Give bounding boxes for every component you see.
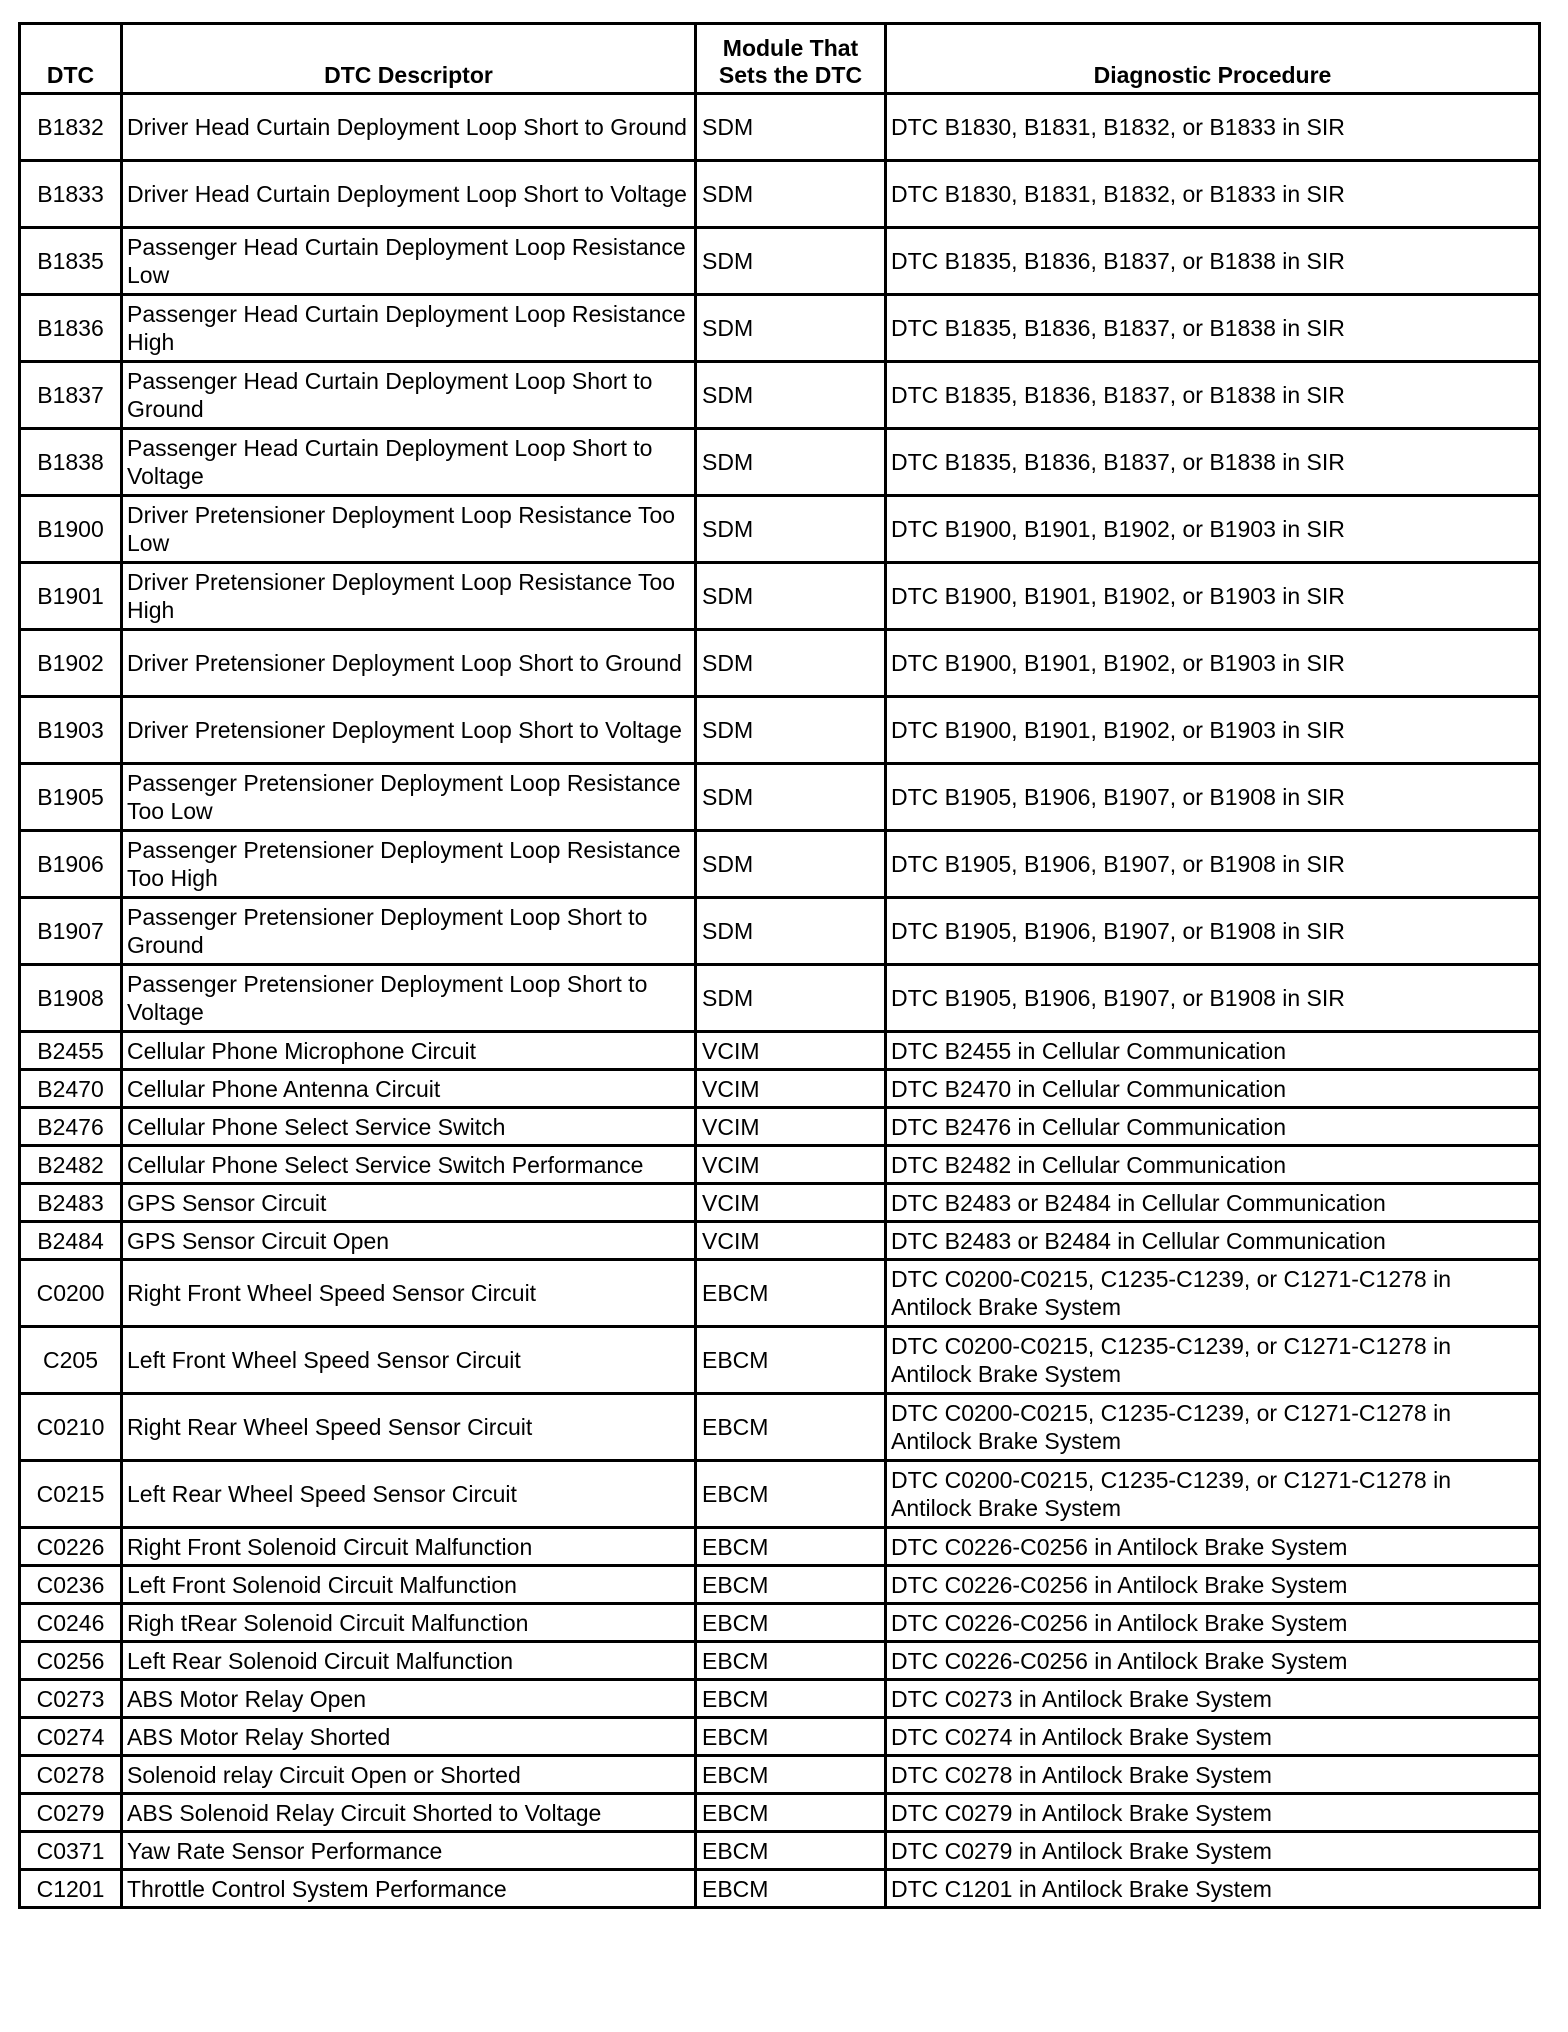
cell-procedure: DTC B2483 or B2484 in Cellular Communication (886, 1222, 1540, 1260)
cell-descriptor: Cellular Phone Antenna Circuit (122, 1070, 696, 1108)
cell-procedure: DTC B1905, B1906, B1907, or B1908 in SIR (886, 965, 1540, 1032)
cell-procedure: DTC C0200-C0215, C1235-C1239, or C1271-C1278 in Antilock Brake System (886, 1260, 1540, 1327)
table-row (20, 161, 1540, 228)
table-body (20, 94, 1540, 1908)
cell-descriptor: Solenoid relay Circuit Open or Shorted (122, 1756, 696, 1794)
cell-procedure: DTC C0226-C0256 in Antilock Brake System (886, 1642, 1540, 1680)
cell-module: SDM (696, 898, 886, 965)
cell-descriptor: Passenger Head Curtain Deployment Loop Resistance Low (122, 228, 696, 295)
cell-descriptor: Driver Pretensioner Deployment Loop Resistance Too High (122, 563, 696, 630)
cell-descriptor: Right Front Solenoid Circuit Malfunction (122, 1528, 696, 1566)
cell-dtc: B1838 (20, 429, 122, 496)
table-row (20, 1070, 1540, 1108)
table-row (20, 1222, 1540, 1260)
table-row (20, 1642, 1540, 1680)
cell-dtc: B1908 (20, 965, 122, 1032)
cell-dtc: C0279 (20, 1794, 122, 1832)
cell-dtc: B1903 (20, 697, 122, 764)
cell-procedure: DTC B1900, B1901, B1902, or B1903 in SIR (886, 563, 1540, 630)
cell-dtc: C205 (20, 1327, 122, 1394)
cell-procedure: DTC C0226-C0256 in Antilock Brake System (886, 1528, 1540, 1566)
cell-descriptor: Cellular Phone Select Service Switch (122, 1108, 696, 1146)
cell-descriptor: Yaw Rate Sensor Performance (122, 1832, 696, 1870)
cell-module: EBCM (696, 1394, 886, 1461)
cell-procedure: DTC B2483 or B2484 in Cellular Communication (886, 1184, 1540, 1222)
cell-dtc: C1201 (20, 1870, 122, 1908)
cell-dtc: B1837 (20, 362, 122, 429)
cell-descriptor: Passenger Head Curtain Deployment Loop Resistance High (122, 295, 696, 362)
cell-procedure: DTC B2476 in Cellular Communication (886, 1108, 1540, 1146)
cell-module: SDM (696, 228, 886, 295)
cell-module: VCIM (696, 1146, 886, 1184)
cell-module: EBCM (696, 1832, 886, 1870)
table-row (20, 228, 1540, 295)
table-row (20, 1680, 1540, 1718)
cell-descriptor: Passenger Pretensioner Deployment Loop Resistance Too Low (122, 764, 696, 831)
cell-descriptor: Passenger Pretensioner Deployment Loop Short to Voltage (122, 965, 696, 1032)
table-row (20, 1870, 1540, 1908)
cell-module: EBCM (696, 1260, 886, 1327)
cell-module: SDM (696, 429, 886, 496)
cell-descriptor: Driver Head Curtain Deployment Loop Short to Voltage (122, 161, 696, 228)
table-row (20, 1394, 1540, 1461)
cell-dtc: B1905 (20, 764, 122, 831)
table-row (20, 496, 1540, 563)
header-module-line1: Module That (722, 35, 859, 61)
cell-procedure: DTC B1830, B1831, B1832, or B1833 in SIR (886, 94, 1540, 161)
cell-module: SDM (696, 630, 886, 697)
table-row (20, 1794, 1540, 1832)
cell-descriptor: Left Front Solenoid Circuit Malfunction (122, 1566, 696, 1604)
table-row (20, 1756, 1540, 1794)
cell-module: VCIM (696, 1108, 886, 1146)
table-row (20, 1327, 1540, 1394)
table-row (20, 1566, 1540, 1604)
dtc-document (18, 22, 1538, 1909)
cell-procedure: DTC B1835, B1836, B1837, or B1838 in SIR (886, 362, 1540, 429)
cell-descriptor: GPS Sensor Circuit (122, 1184, 696, 1222)
cell-module: EBCM (696, 1794, 886, 1832)
cell-procedure: DTC B1900, B1901, B1902, or B1903 in SIR (886, 630, 1540, 697)
cell-dtc: B2484 (20, 1222, 122, 1260)
dtc-table (18, 22, 1541, 1909)
cell-procedure: DTC B1835, B1836, B1837, or B1838 in SIR (886, 228, 1540, 295)
table-row (20, 1718, 1540, 1756)
cell-descriptor: Left Rear Wheel Speed Sensor Circuit (122, 1461, 696, 1528)
cell-module: SDM (696, 697, 886, 764)
cell-dtc: B2476 (20, 1108, 122, 1146)
cell-descriptor: GPS Sensor Circuit Open (122, 1222, 696, 1260)
cell-dtc: C0278 (20, 1756, 122, 1794)
cell-dtc: B1832 (20, 94, 122, 161)
cell-dtc: C0200 (20, 1260, 122, 1327)
cell-dtc: B1833 (20, 161, 122, 228)
cell-module: SDM (696, 965, 886, 1032)
table-row (20, 563, 1540, 630)
cell-dtc: C0273 (20, 1680, 122, 1718)
table-row (20, 1146, 1540, 1184)
cell-descriptor: Passenger Head Curtain Deployment Loop Short to Voltage (122, 429, 696, 496)
cell-descriptor: ABS Motor Relay Shorted (122, 1718, 696, 1756)
cell-module: EBCM (696, 1718, 886, 1756)
cell-procedure: DTC C0273 in Antilock Brake System (886, 1680, 1540, 1718)
table-row (20, 764, 1540, 831)
cell-procedure: DTC C0200-C0215, C1235-C1239, or C1271-C1278 in Antilock Brake System (886, 1327, 1540, 1394)
cell-dtc: B2483 (20, 1184, 122, 1222)
cell-procedure: DTC C0226-C0256 in Antilock Brake System (886, 1604, 1540, 1642)
cell-module: VCIM (696, 1222, 886, 1260)
cell-procedure: DTC C0200-C0215, C1235-C1239, or C1271-C1278 in Antilock Brake System (886, 1461, 1540, 1528)
table-row (20, 1032, 1540, 1070)
cell-procedure: DTC B2455 in Cellular Communication (886, 1032, 1540, 1070)
cell-module: SDM (696, 362, 886, 429)
table-row (20, 831, 1540, 898)
cell-module: VCIM (696, 1070, 886, 1108)
table-row (20, 1604, 1540, 1642)
cell-descriptor: Throttle Control System Performance (122, 1870, 696, 1908)
cell-descriptor: Cellular Phone Select Service Switch Performance (122, 1146, 696, 1184)
table-header-row (20, 24, 1540, 94)
cell-module: SDM (696, 295, 886, 362)
cell-procedure: DTC B1900, B1901, B1902, or B1903 in SIR (886, 697, 1540, 764)
cell-descriptor: Left Rear Solenoid Circuit Malfunction (122, 1642, 696, 1680)
cell-procedure: DTC B1830, B1831, B1832, or B1833 in SIR (886, 161, 1540, 228)
cell-procedure: DTC B2482 in Cellular Communication (886, 1146, 1540, 1184)
cell-module: VCIM (696, 1032, 886, 1070)
cell-descriptor: Righ tRear Solenoid Circuit Malfunction (122, 1604, 696, 1642)
table-row (20, 94, 1540, 161)
cell-dtc: B1902 (20, 630, 122, 697)
cell-module: SDM (696, 161, 886, 228)
table-row (20, 1528, 1540, 1566)
cell-module: EBCM (696, 1604, 886, 1642)
cell-dtc: B1835 (20, 228, 122, 295)
cell-dtc: C0210 (20, 1394, 122, 1461)
table-row (20, 429, 1540, 496)
cell-dtc: B1907 (20, 898, 122, 965)
cell-dtc: B2455 (20, 1032, 122, 1070)
cell-module: SDM (696, 764, 886, 831)
table-row (20, 362, 1540, 429)
header-dtc: DTC (20, 24, 122, 94)
table-row (20, 898, 1540, 965)
cell-procedure: DTC B2470 in Cellular Communication (886, 1070, 1540, 1108)
cell-descriptor: Right Front Wheel Speed Sensor Circuit (122, 1260, 696, 1327)
cell-module: EBCM (696, 1327, 886, 1394)
cell-dtc: C0215 (20, 1461, 122, 1528)
table-row (20, 295, 1540, 362)
header-descriptor: DTC Descriptor (122, 24, 696, 94)
cell-procedure: DTC B1905, B1906, B1907, or B1908 in SIR (886, 764, 1540, 831)
cell-procedure: DTC C1201 in Antilock Brake System (886, 1870, 1540, 1908)
cell-module: VCIM (696, 1184, 886, 1222)
cell-dtc: B1901 (20, 563, 122, 630)
cell-dtc: C0256 (20, 1642, 122, 1680)
cell-dtc: C0274 (20, 1718, 122, 1756)
header-module-line2: Sets the DTC (718, 62, 863, 88)
cell-dtc: B1900 (20, 496, 122, 563)
cell-module: EBCM (696, 1680, 886, 1718)
table-row (20, 1184, 1540, 1222)
cell-procedure: DTC B1835, B1836, B1837, or B1838 in SIR (886, 429, 1540, 496)
cell-procedure: DTC C0274 in Antilock Brake System (886, 1718, 1540, 1756)
cell-descriptor: Left Front Wheel Speed Sensor Circuit (122, 1327, 696, 1394)
cell-dtc: B1836 (20, 295, 122, 362)
cell-module: EBCM (696, 1756, 886, 1794)
table-row (20, 1108, 1540, 1146)
cell-module: SDM (696, 496, 886, 563)
cell-descriptor: Driver Pretensioner Deployment Loop Resistance Too Low (122, 496, 696, 563)
cell-procedure: DTC C0279 in Antilock Brake System (886, 1794, 1540, 1832)
cell-descriptor: ABS Motor Relay Open (122, 1680, 696, 1718)
cell-dtc: C0371 (20, 1832, 122, 1870)
cell-dtc: B2470 (20, 1070, 122, 1108)
cell-module: SDM (696, 94, 886, 161)
cell-dtc: B2482 (20, 1146, 122, 1184)
cell-procedure: DTC C0200-C0215, C1235-C1239, or C1271-C1278 in Antilock Brake System (886, 1394, 1540, 1461)
cell-descriptor: ABS Solenoid Relay Circuit Shorted to Voltage (122, 1794, 696, 1832)
cell-dtc: C0226 (20, 1528, 122, 1566)
cell-dtc: B1906 (20, 831, 122, 898)
table-row (20, 965, 1540, 1032)
table-row (20, 1461, 1540, 1528)
cell-descriptor: Passenger Head Curtain Deployment Loop Short to Ground (122, 362, 696, 429)
cell-module: EBCM (696, 1566, 886, 1604)
cell-module: EBCM (696, 1528, 886, 1566)
header-procedure: Diagnostic Procedure (886, 24, 1540, 94)
header-module (696, 24, 886, 94)
cell-procedure: DTC B1905, B1906, B1907, or B1908 in SIR (886, 831, 1540, 898)
table-row (20, 697, 1540, 764)
cell-descriptor: Passenger Pretensioner Deployment Loop Resistance Too High (122, 831, 696, 898)
cell-descriptor: Driver Pretensioner Deployment Loop Short to Voltage (122, 697, 696, 764)
cell-module: EBCM (696, 1870, 886, 1908)
cell-procedure: DTC B1900, B1901, B1902, or B1903 in SIR (886, 496, 1540, 563)
cell-module: SDM (696, 563, 886, 630)
cell-procedure: DTC C0226-C0256 in Antilock Brake System (886, 1566, 1540, 1604)
cell-dtc: C0246 (20, 1604, 122, 1642)
cell-module: EBCM (696, 1642, 886, 1680)
cell-procedure: DTC B1905, B1906, B1907, or B1908 in SIR (886, 898, 1540, 965)
cell-descriptor: Right Rear Wheel Speed Sensor Circuit (122, 1394, 696, 1461)
cell-procedure: DTC C0278 in Antilock Brake System (886, 1756, 1540, 1794)
cell-descriptor: Driver Head Curtain Deployment Loop Short to Ground (122, 94, 696, 161)
cell-descriptor: Driver Pretensioner Deployment Loop Short to Ground (122, 630, 696, 697)
cell-module: EBCM (696, 1461, 886, 1528)
cell-procedure: DTC B1835, B1836, B1837, or B1838 in SIR (886, 295, 1540, 362)
table-row (20, 1260, 1540, 1327)
cell-module: SDM (696, 831, 886, 898)
cell-procedure: DTC C0279 in Antilock Brake System (886, 1832, 1540, 1870)
cell-descriptor: Cellular Phone Microphone Circuit (122, 1032, 696, 1070)
cell-dtc: C0236 (20, 1566, 122, 1604)
table-row (20, 630, 1540, 697)
cell-descriptor: Passenger Pretensioner Deployment Loop Short to Ground (122, 898, 696, 965)
table-row (20, 1832, 1540, 1870)
